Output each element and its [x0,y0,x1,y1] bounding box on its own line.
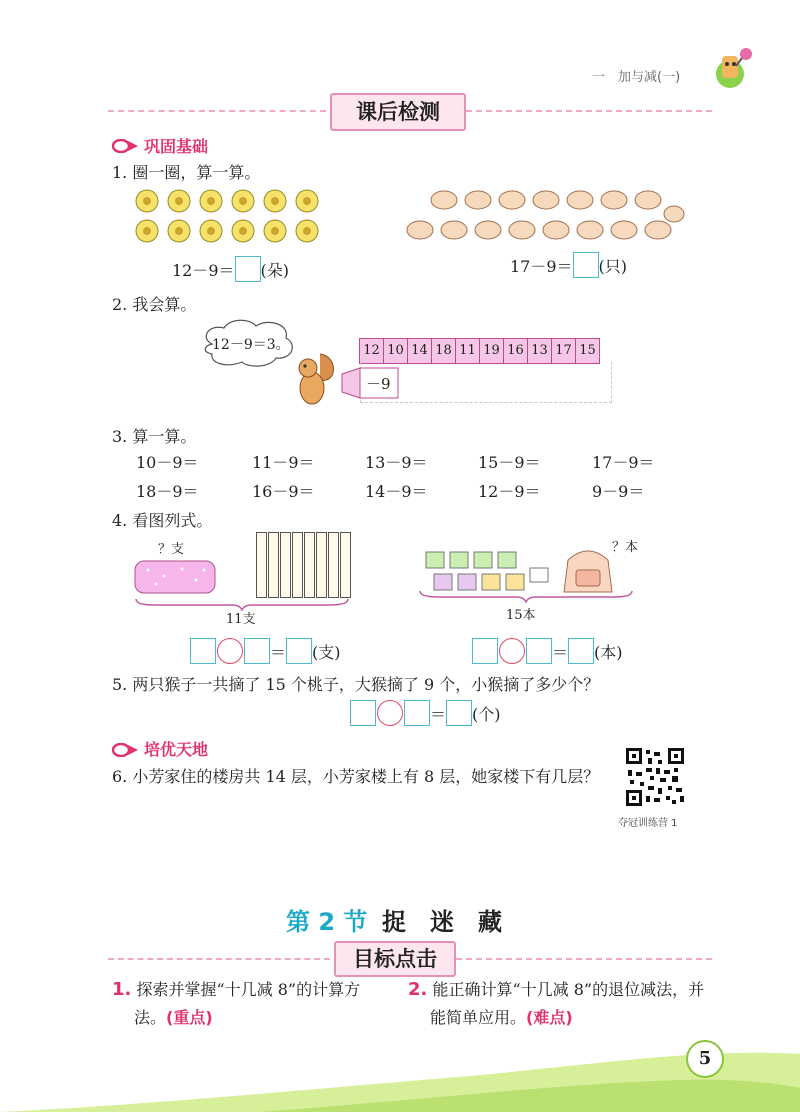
operator-label: －9 [366,375,391,393]
q5-equation [350,700,501,726]
left-question-label: ？支 [158,542,185,557]
q1-left-eq-text: 12－9＝ [172,260,235,280]
strip-cell: 11 [455,338,480,364]
calc-item: 15－9＝ [478,453,541,472]
pencils-group [256,532,352,600]
right-total-label: 15本 [506,608,536,623]
q1-right-unit: (只) [598,256,628,276]
page-number: 5 [698,1048,712,1069]
equals-sign: ＝ [270,642,287,662]
lesson-number: 第 2 节 [286,908,368,936]
q1-right-eq-text: 17－9＝ [510,256,573,276]
section-arrow-icon [112,138,138,157]
strip-cell: 17 [551,338,576,364]
calc-item: 17－9＝ [592,453,655,472]
after-class-tab: 课后检测 [330,93,466,131]
goal-2-number: 2. [408,979,428,1000]
bubble-text: 12－9＝3。 [212,337,290,353]
qr-code-icon[interactable] [624,746,686,808]
goal-1-line2: 法。 [134,1008,167,1027]
question-5: 5. 两只猴子一共摘了 15 个桃子，大猴摘了 9 个，小猴摘了多少个？ [112,675,600,694]
q5-box-1[interactable] [350,700,376,726]
q1-right-answer-box[interactable] [573,252,599,278]
q4-left-unit: (支) [312,642,341,662]
qr-caption: 夺冠训练营 1 [618,818,678,829]
right-question-label: ？本 [612,540,639,555]
strip-cell: 18 [431,338,456,364]
q4-right-operator-circle[interactable] [499,638,525,664]
q4-left-operator-circle[interactable] [217,638,243,664]
question-4: 4. 看图列式。 [112,511,213,530]
q4-right-box-1[interactable] [472,638,498,664]
calc-item: 12－9＝ [478,482,541,501]
lesson-title: 捉 迷 藏 [382,908,502,936]
q1-right-equation [510,252,627,278]
strip-cell: 10 [383,338,408,364]
section-title-advanced: 培优天地 [144,740,209,759]
calc-item: 13－9＝ [365,453,428,472]
goal-1 [112,976,402,1032]
q4-left-box-1[interactable] [190,638,216,664]
right-total-brace [418,588,634,602]
q5-result-box[interactable] [446,700,472,726]
q4-right-equation [472,638,623,664]
thought-bubble [198,318,300,370]
header-divider-left [108,110,326,112]
calc-item: 9－9＝ [592,482,645,501]
strip-cell: 19 [479,338,504,364]
q5-operator-circle[interactable] [377,700,403,726]
calc-item: 16－9＝ [252,482,315,501]
pencil-box-icon [134,560,216,594]
question-3: 3. 算一算。 [112,427,197,446]
squirrel-icon [290,350,340,410]
q1-left-equation [172,256,289,282]
bottom-hill-decoration [0,1040,800,1112]
bird-group [404,186,690,246]
header-divider-right [466,110,712,112]
mascot-icon [708,44,756,92]
calc-grid [136,450,696,505]
strip-cell: 12 [359,338,384,364]
q4-left-result-box[interactable] [286,638,312,664]
calc-item: 18－9＝ [136,482,199,501]
section-title-basics: 巩固基础 [144,137,209,156]
number-strip [360,338,600,364]
goal-divider-right [456,958,712,960]
q5-box-2[interactable] [404,700,430,726]
strip-cell: 16 [503,338,528,364]
goal-divider-left [108,958,330,960]
operator-machine [340,366,400,400]
q1-left-answer-box[interactable] [235,256,261,282]
question-1: 1. 圈一圈，算一算。 [112,163,261,182]
equals-sign: ＝ [552,642,569,662]
flower-group [132,186,328,246]
q4-right-box-2[interactable] [526,638,552,664]
q5-unit: (个) [472,704,501,724]
q1-left-unit: (朵) [260,260,290,280]
chapter-header: 一 加与减(一) [592,70,681,85]
goal-2-tag: (难点) [526,1008,573,1027]
left-total-label: 11支 [226,612,256,627]
goal-1-number: 1. [112,979,132,1000]
q4-right-result-box[interactable] [568,638,594,664]
calc-item: 11－9＝ [252,453,315,472]
calc-item: 10－9＝ [136,453,199,472]
goal-2-line2: 能简单应用。 [430,1008,527,1027]
section-arrow-icon [112,742,138,761]
page-number-badge [686,1040,724,1078]
q4-right-unit: (本) [594,642,623,662]
q4-left-box-2[interactable] [244,638,270,664]
strip-cell: 15 [575,338,600,364]
goal-1-line1: 探索并掌握“十几减 8”的计算方 [136,980,361,999]
goal-tab: 目标点击 [334,941,456,977]
q4-left-equation [190,638,341,664]
question-6: 6. 小芳家住的楼房共 14 层，小芳家楼上有 8 层，她家楼下有几层？ [112,767,600,786]
goal-2 [408,976,738,1032]
goal-2-line1: 能正确计算“十几减 8”的退位减法，并 [432,980,705,999]
goal-1-tag: (重点) [166,1008,213,1027]
strip-cell: 13 [527,338,552,364]
calc-item: 14－9＝ [365,482,428,501]
question-2: 2. 我会算。 [112,295,197,314]
equals-sign: ＝ [430,704,447,724]
strip-cell: 14 [407,338,432,364]
